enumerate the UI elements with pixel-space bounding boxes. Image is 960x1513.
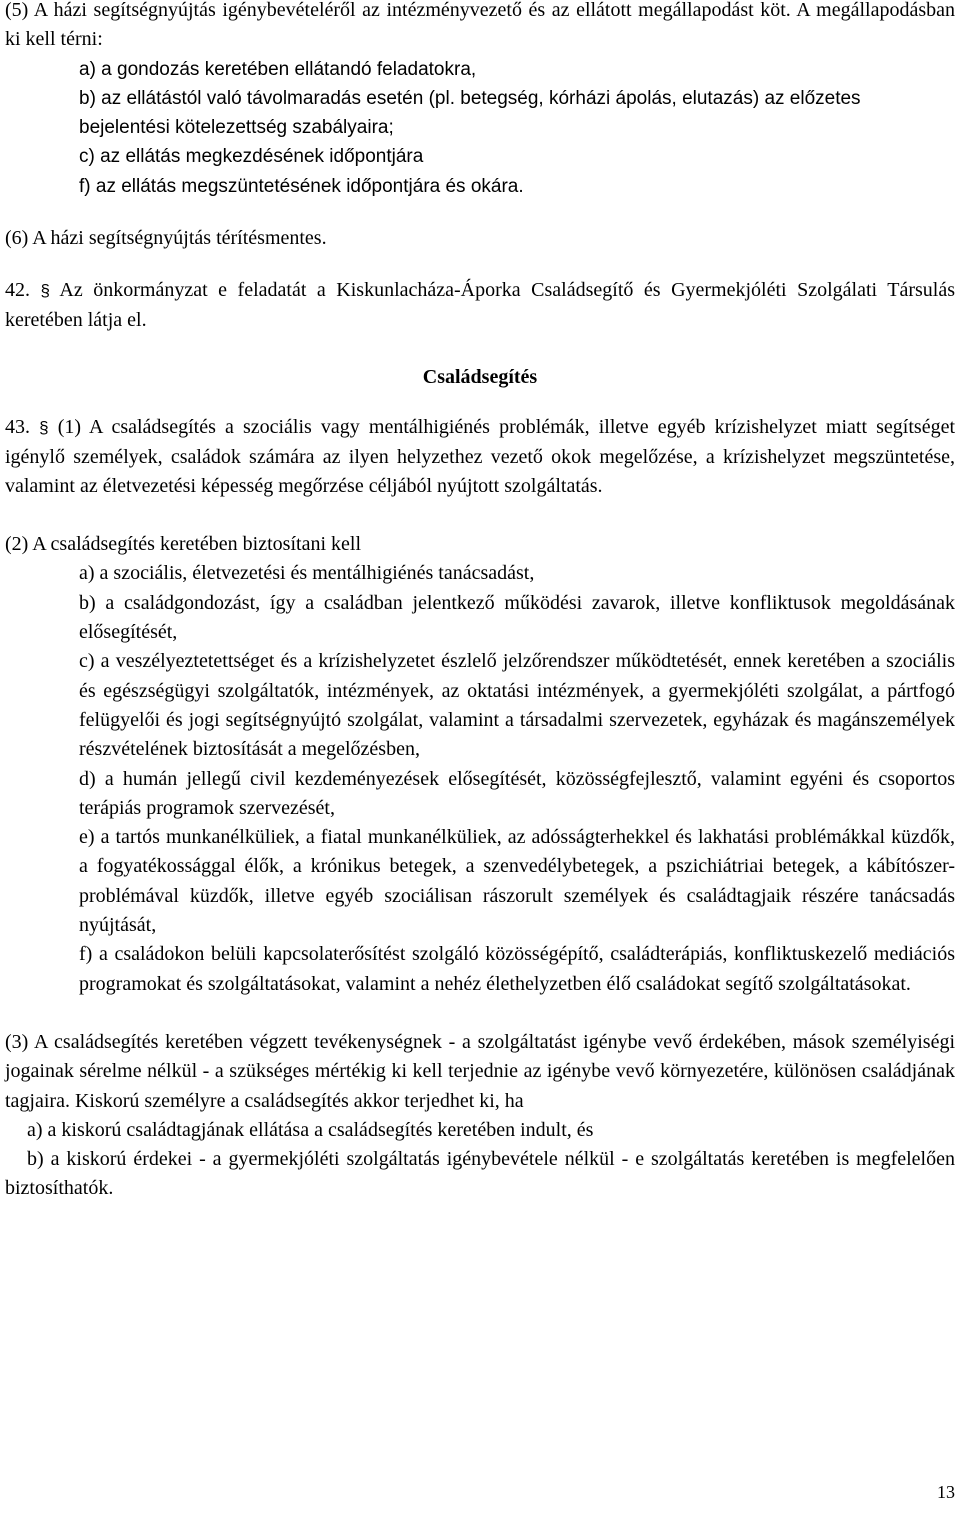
- paragraph-5-item-a: a) a gondozás keretében ellátandó feladatokra,: [79, 58, 477, 80]
- section-43-paragraph-1: [5, 413, 955, 501]
- section-43-paragraph-2-item-c: c) a veszélyeztetettséget és a krízishelyzetet észlelő jelzőrendszer működtetését, ennek keretében a szociális és egészségügyi szolgáltatók, intézmények, az oktatási intézmények, a gyermekjóléti szolgálat, a pártfogó felügyelői és jogi segítségnyújtó szolgálat, valamint a társadalmi szervezetek, egyházak és magánszemélyek részvételének biztosítását a megelőzésben,: [79, 650, 955, 761]
- section-43-paragraph-2-item-f: f) a családokon belüli kapcsolaterősítést szolgáló közösségépítő, családterápiás, konfliktuskezelő mediációs programokat és szolgáltatásokat, valamint a nehéz élethelyzetben élő családokat segítő szolgáltatásokat.: [79, 943, 955, 995]
- section-43-paragraph-3-item-b-text: b) a kiskorú érdekei - a gyermekjóléti szolgáltatás igénybevétele nélkül - e szolgáltatás keretében is megfelelően biztosíthatók.: [5, 1148, 955, 1200]
- section-43-paragraph-3-item-b: [5, 1145, 955, 1204]
- section-heading: Családsegítés: [422, 365, 538, 388]
- section-43-paragraph-3-item-a: a) a kiskorú családtagjának ellátása a családsegítés keretében indult, és: [27, 1118, 594, 1141]
- paragraph-5-items: [5, 55, 955, 201]
- section-sign-icon: §: [39, 418, 49, 438]
- section-43-paragraph-2-intro: (2) A családsegítés keretében biztosítani kell: [5, 533, 361, 556]
- section-42-number: 42.: [5, 279, 30, 302]
- paragraph-5-item-c: c) az ellátás megkezdésének időpontjára: [79, 146, 424, 168]
- section-42: [5, 276, 955, 335]
- page-number: 13: [937, 1482, 955, 1502]
- paragraph-5-intro: (5) A házi segítségnyújtás igénybevételéről az intézményvezető és az ellátott megállapodást köt. A megállapodásban ki kell térni:: [5, 0, 955, 51]
- section-43-paragraph-3: (3) A családsegítés keretében végzett tevékenységnek - a szolgáltatást igénybe vevő érdekében, mások személyiségi jogainak sérelme nélkül - a szükséges mértékig ki kell terjednie az igénybe vevő környezetére, különösen családjának tagjaira. Kiskorú személyre a családsegítés akkor terjedhet ki, ha: [5, 1030, 955, 1112]
- section-43-paragraph-2-item-d: d) a humán jellegű civil kezdeményezések elősegítését, közösségfejlesztő, valamint egyéni és csoportos terápiás programok szervezését,: [79, 767, 955, 819]
- section-sign-icon: §: [40, 281, 50, 301]
- section-43-paragraph-2-item-a: a) a szociális, életvezetési és mentálhigiénés tanácsadást,: [79, 562, 535, 585]
- section-43-paragraph-2-item-b: b) a családgondozást, így a családban jelentkező működési zavarok, illetve konfliktusok megoldásának elősegítését,: [79, 591, 955, 644]
- paragraph-5-item-b: b) az ellátástól való távolmaradás esetén (pl. betegség, kórházi ápolás, elutazás) az előzetes bejelentési kötelezettség szabályaira;: [79, 87, 861, 139]
- section-43-paragraph-2-item-e: e) a tartós munkanélküliek, a fiatal munkanélküliek, az adósságterhekkel és lakhatási problémákkal küzdők, a fogyatékossággal élők, a krónikus betegek, a szenvedélybetegek, a pszichiátriai betegek, a kábítószer-problémával küzdők, illetve egyéb szociálisan rászorult személyek és családtagjaik részére tanácsadás nyújtását,: [79, 826, 955, 937]
- section-42-text: Az önkormányzat e feladatát a Kiskunlacháza-Áporka Családsegítő és Gyermekjóléti Szolgálati Társulás keretében látja el.: [5, 279, 955, 331]
- paragraph-5-item-f: f) az ellátás megszüntetésének időpontjára és okára.: [79, 175, 524, 197]
- paragraph-6: (6) A házi segítségnyújtás térítésmentes.: [5, 227, 327, 250]
- section-43-number: 43.: [5, 416, 30, 439]
- document-page: [5, 0, 955, 1513]
- section-43-paragraph-1-text: (1) A családsegítés a szociális vagy mentálhigiénés problémák, illetve egyéb krízishelyzet miatt segítséget igénylő személyek, családok számára az ilyen helyzethez vezető okok megelőzése, a krízishelyzet megszüntetése, valamint az életvezetési képesség megőrzése céljából nyújtott szolgáltatás.: [5, 416, 955, 497]
